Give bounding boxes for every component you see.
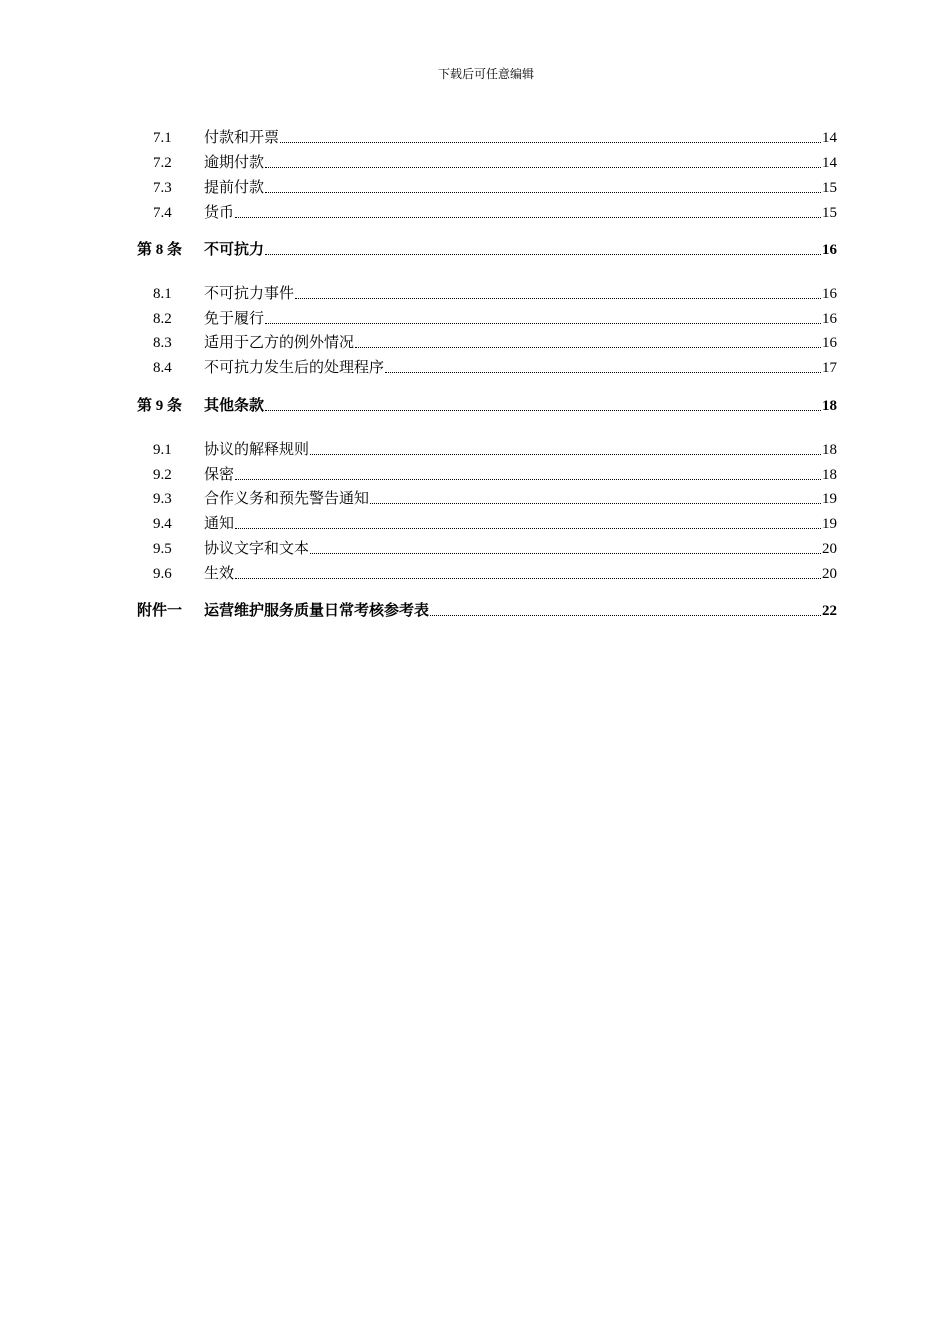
toc-entry-title: 不可抗力发生后的处理程序 <box>204 360 385 376</box>
toc-section-entry[interactable] <box>137 537 837 559</box>
toc-dot-leader <box>265 323 821 324</box>
page-header: 下载后可任意编辑 <box>437 67 534 81</box>
toc-entry-title: 生效 <box>204 566 235 582</box>
toc-section-entry[interactable] <box>137 201 837 223</box>
toc-entry-title: 协议文字和文本 <box>204 541 310 557</box>
toc-dot-leader <box>265 192 821 193</box>
toc-entry-page-number: 16 <box>822 311 837 327</box>
toc-section-entry[interactable] <box>137 463 837 485</box>
toc-dot-leader <box>310 553 821 554</box>
toc-entry-page-number: 18 <box>822 442 837 458</box>
toc-entry-number: 7.1 <box>153 130 172 146</box>
toc-entry-title: 协议的解释规则 <box>204 442 310 458</box>
toc-entry-number: 7.2 <box>153 155 172 171</box>
toc-section-entry[interactable] <box>137 282 837 304</box>
toc-entry-page-number: 18 <box>822 467 837 483</box>
toc-entry-page-number: 22 <box>822 603 837 619</box>
toc-entry-page-number: 14 <box>822 130 837 146</box>
toc-entry-title: 付款和开票 <box>204 130 280 146</box>
toc-section-entry[interactable] <box>137 126 837 148</box>
toc-section-entry[interactable] <box>137 151 837 173</box>
toc-entry-page-number: 15 <box>822 205 837 221</box>
toc-entry-number: 9.1 <box>153 442 172 458</box>
toc-entry-number: 9.3 <box>153 491 172 507</box>
toc-entry-number: 8.1 <box>153 286 172 302</box>
toc-entry-number: 9.5 <box>153 541 172 557</box>
toc-entry-title: 通知 <box>204 516 235 532</box>
toc-entry-page-number: 20 <box>822 566 837 582</box>
toc-entry-page-number: 16 <box>822 335 837 351</box>
toc-entry-number: 附件一 <box>137 603 183 619</box>
toc-entry-title: 不可抗力事件 <box>204 286 295 302</box>
toc-dot-leader <box>430 615 821 616</box>
toc-dot-leader <box>355 347 821 348</box>
toc-entry-number: 第 9 条 <box>137 398 183 414</box>
toc-dot-leader <box>235 479 821 480</box>
toc-entry-title: 运营维护服务质量日常考核参考表 <box>204 603 430 619</box>
toc-chapter-entry[interactable] <box>137 599 837 621</box>
toc-chapter-entry[interactable] <box>137 394 837 416</box>
toc-dot-leader <box>265 254 821 255</box>
toc-entry-title: 货币 <box>204 205 235 221</box>
toc-dot-leader <box>265 167 821 168</box>
toc-dot-leader <box>385 372 821 373</box>
toc-dot-leader <box>295 298 821 299</box>
toc-entry-title: 免于履行 <box>204 311 265 327</box>
toc-entry-number: 7.3 <box>153 180 172 196</box>
toc-dot-leader <box>235 578 821 579</box>
toc-entry-number: 8.3 <box>153 335 172 351</box>
toc-dot-leader <box>235 217 821 218</box>
toc-section-entry[interactable] <box>137 562 837 584</box>
toc-entry-number: 8.4 <box>153 360 172 376</box>
toc-entry-title: 逾期付款 <box>204 155 265 171</box>
toc-entry-title: 保密 <box>204 467 235 483</box>
toc-entry-title: 不可抗力 <box>204 242 265 258</box>
toc-section-entry[interactable] <box>137 307 837 329</box>
toc-dot-leader <box>310 454 821 455</box>
toc-entry-number: 9.4 <box>153 516 172 532</box>
toc-section-entry[interactable] <box>137 512 837 534</box>
toc-entry-number: 8.2 <box>153 311 172 327</box>
toc-dot-leader <box>370 503 821 504</box>
toc-chapter-entry[interactable] <box>137 238 837 260</box>
toc-entry-page-number: 15 <box>822 180 837 196</box>
toc-entry-number: 第 8 条 <box>137 242 183 258</box>
toc-entry-number: 7.4 <box>153 205 172 221</box>
toc-entry-page-number: 16 <box>822 242 837 258</box>
toc-entry-page-number: 18 <box>822 398 837 414</box>
toc-section-entry[interactable] <box>137 176 837 198</box>
toc-entry-title: 合作义务和预先警告通知 <box>204 491 370 507</box>
toc-entry-title: 其他条款 <box>204 398 265 414</box>
toc-entry-page-number: 16 <box>822 286 837 302</box>
toc-dot-leader <box>280 142 821 143</box>
toc-entry-page-number: 14 <box>822 155 837 171</box>
toc-section-entry[interactable] <box>137 356 837 378</box>
toc-section-entry[interactable] <box>137 331 837 353</box>
toc-entry-number: 9.6 <box>153 566 172 582</box>
toc-section-entry[interactable] <box>137 487 837 509</box>
toc-dot-leader <box>265 410 821 411</box>
toc-entry-page-number: 17 <box>822 360 837 376</box>
toc-section-entry[interactable] <box>137 438 837 460</box>
toc-dot-leader <box>235 528 821 529</box>
toc-entry-title: 提前付款 <box>204 180 265 196</box>
toc-entry-number: 9.2 <box>153 467 172 483</box>
toc-entry-page-number: 19 <box>822 491 837 507</box>
toc-entry-title: 适用于乙方的例外情况 <box>204 335 355 351</box>
toc-entry-page-number: 19 <box>822 516 837 532</box>
toc-entry-page-number: 20 <box>822 541 837 557</box>
